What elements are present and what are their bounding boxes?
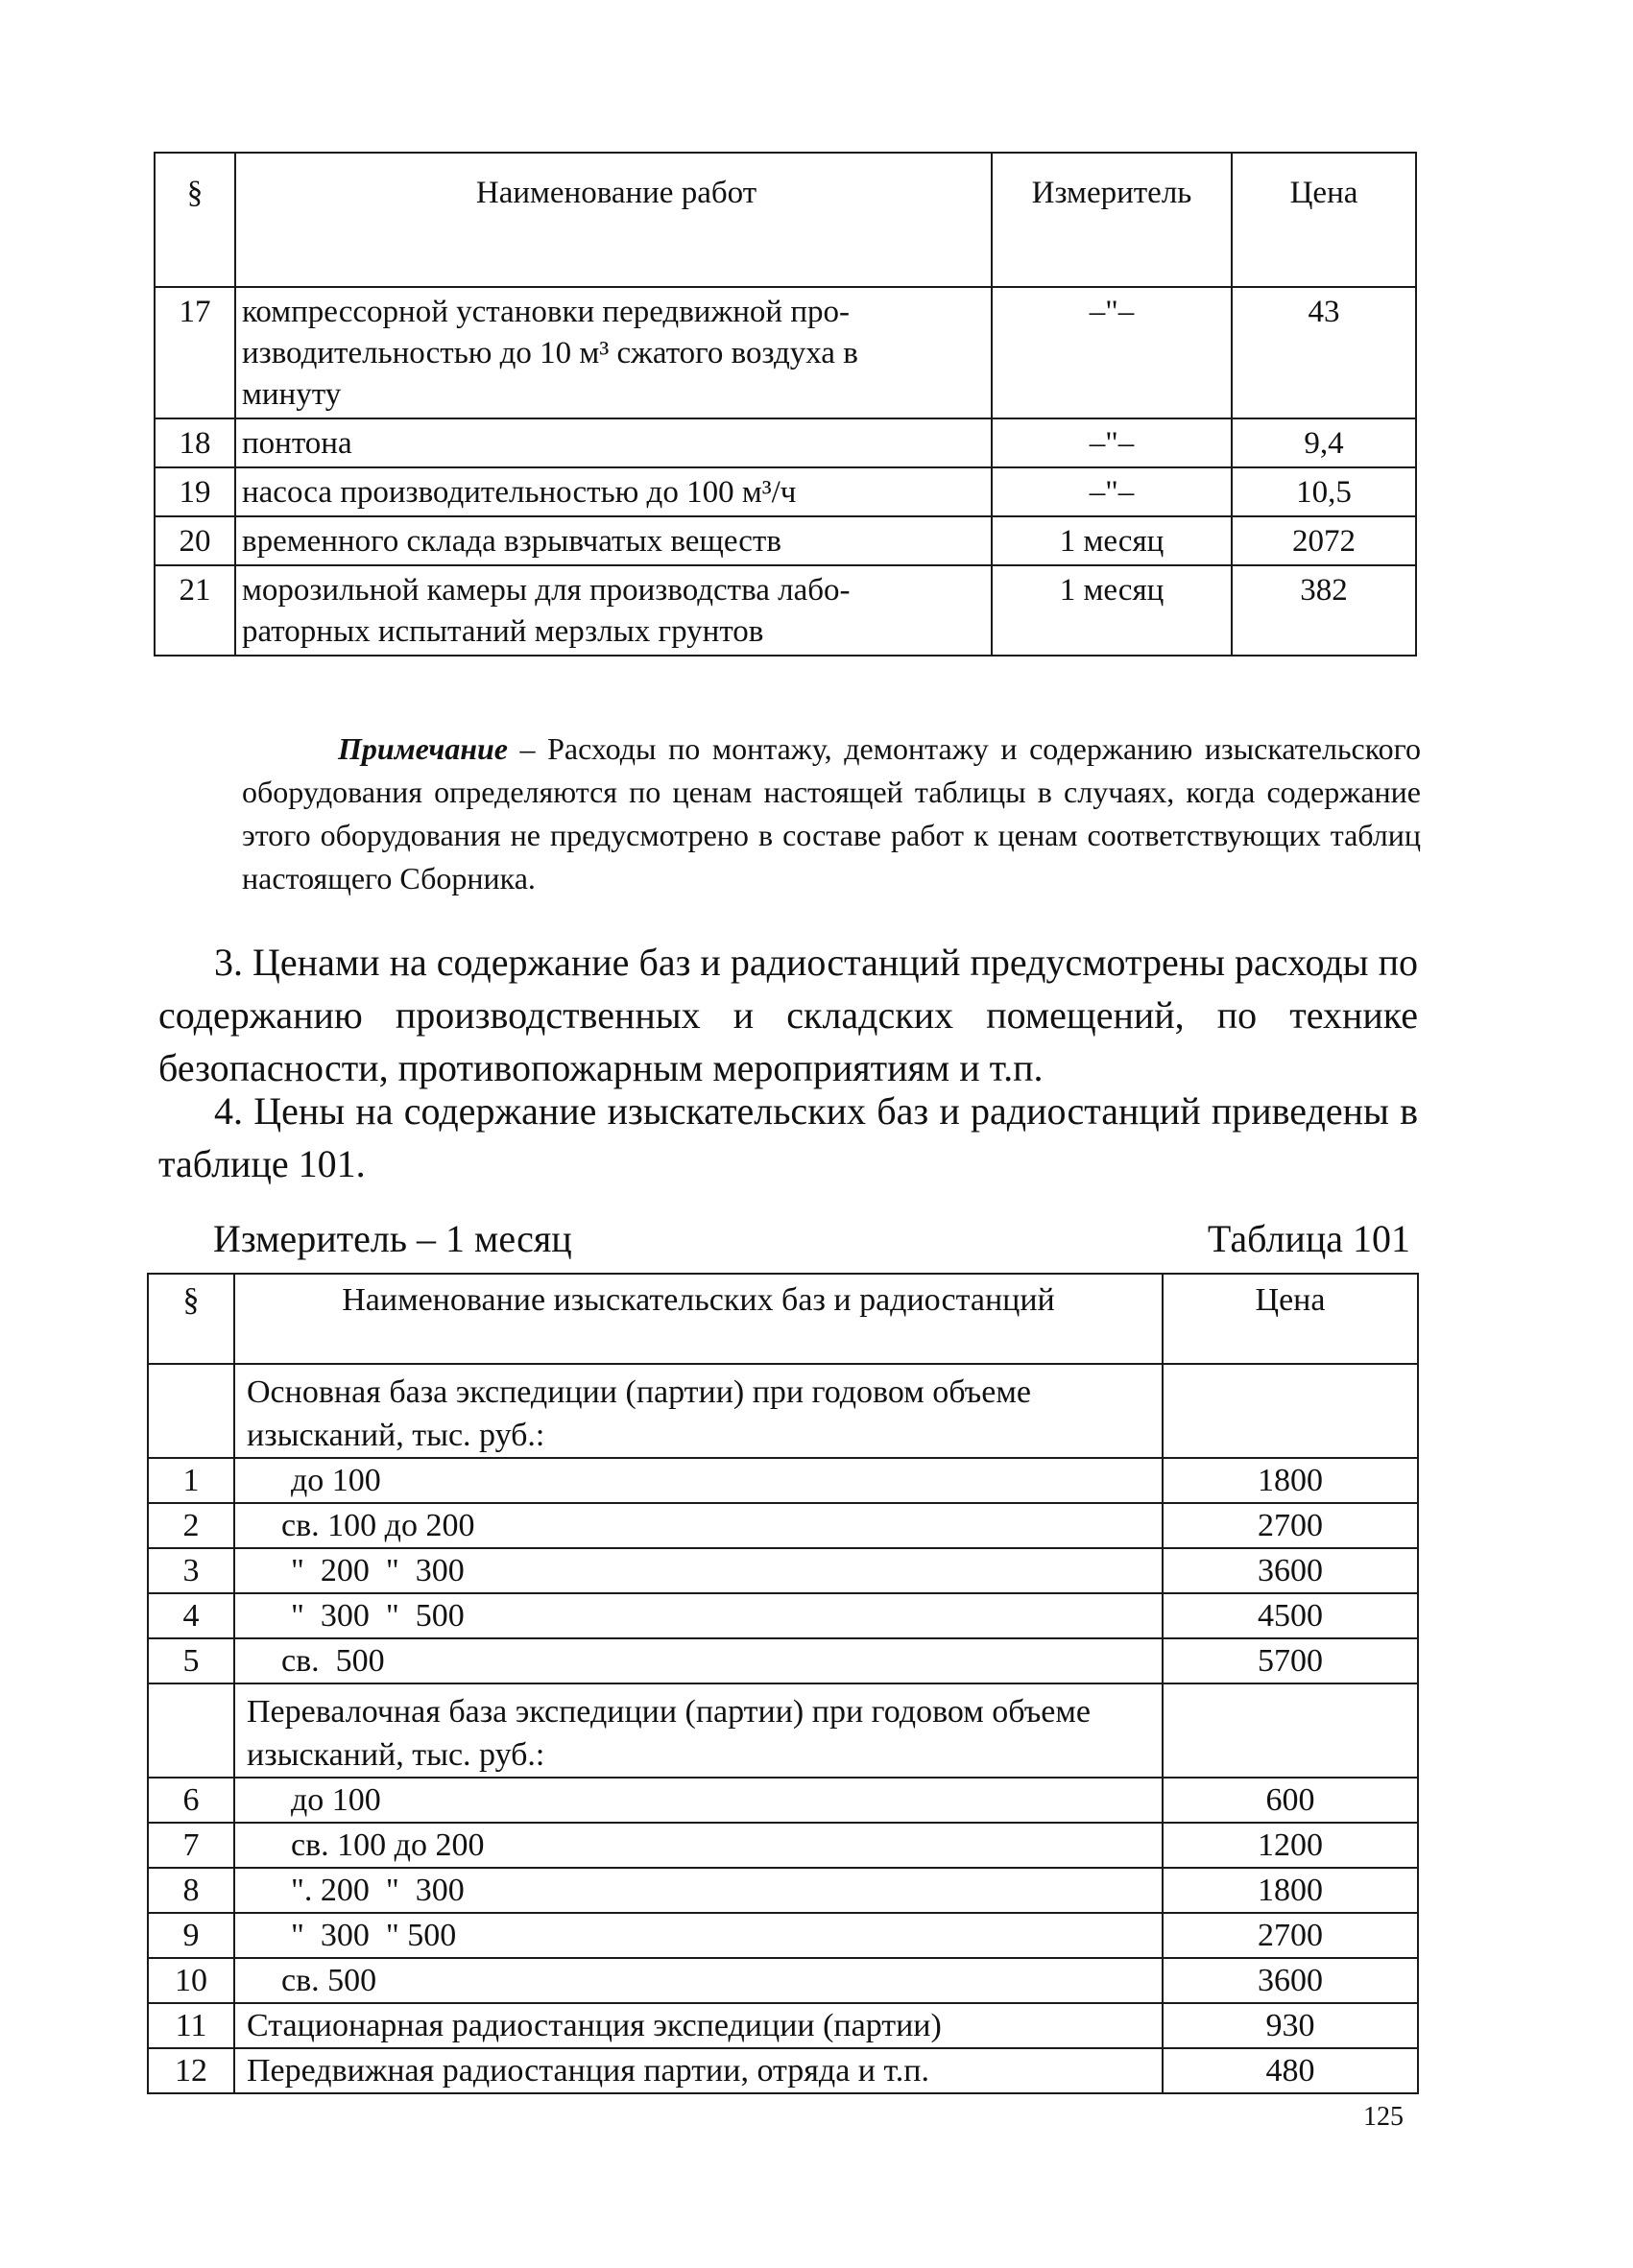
row-num: 11 [148,2003,234,2048]
table-header-row [155,153,1416,287]
table-unit-caption: Измеритель – 1 месяц [213,1217,572,1260]
table-row [148,1958,1418,2003]
row-num: 5 [148,1638,234,1683]
group-row [148,1683,1418,1778]
row-name [235,565,992,656]
row-num: 6 [148,1778,234,1823]
table-note [146,728,1421,900]
row-num: 4 [148,1593,234,1638]
row-name: св. 100 до 200 [234,1823,1163,1868]
row-name-line: компрессорной установки передвижной про- [242,295,850,329]
table-row [155,287,1416,418]
row-price: 2072 [1232,516,1416,565]
group-title: Основная база экспедиции (партии) при годовом объеме изысканий, тыс. руб.: [234,1364,1163,1458]
row-name: св. 500 [234,1638,1163,1683]
row-price: 3600 [1163,1958,1418,2003]
table-row [155,565,1416,656]
row-price: 43 [1232,287,1416,418]
row-name-line: временного склада взрывчатых веществ [242,524,781,559]
row-price: 600 [1163,1778,1418,1823]
row-name: св. 500 [234,1958,1163,2003]
header-base-name: Наименование изыскательских баз и радиостанций [234,1274,1163,1364]
header-price: Цена [1163,1274,1418,1364]
row-num: 12 [148,2048,234,2093]
header-unit: Измеритель [992,153,1232,287]
row-name: до 100 [234,1778,1163,1823]
row-num: 18 [155,418,235,467]
note-text: – Расходы по монтажу, демонтажу и содержанию изыскательского оборудования определяются по ценам настоящей таблицы в случаях, когда содержание этого оборудования не предусмотрено в составе работ к ценам соответствующих таблиц настоящего Сборника. [242,731,1421,895]
row-name-line: морозильной камеры для производства лабо- [242,573,851,608]
row-num: 17 [155,287,235,418]
row-name-line: понтона [242,426,352,461]
row-num [148,1364,234,1458]
table-row [148,1868,1418,1913]
row-price: 2700 [1163,1503,1418,1548]
page-number: 125 [1363,2102,1404,2132]
row-num: 21 [155,565,235,656]
row-price [1163,1364,1418,1458]
table-row [148,1638,1418,1683]
header-section: § [148,1274,234,1364]
row-num: 7 [148,1823,234,1868]
header-section: § [155,153,235,287]
row-price: 5700 [1163,1638,1418,1683]
row-name: " 300 " 500 [234,1593,1163,1638]
row-name: Стационарная радиостанция экспедиции (партии) [234,2003,1163,2048]
row-name-line: насоса производительностью до 100 м³/ч [242,475,797,510]
row-unit: –"– [992,418,1232,467]
row-name: до 100 [234,1458,1163,1503]
row-price: 1800 [1163,1868,1418,1913]
row-price: 2700 [1163,1913,1418,1958]
table-row [155,516,1416,565]
row-price: 1800 [1163,1458,1418,1503]
row-price: 10,5 [1232,467,1416,516]
row-name [235,467,992,516]
row-name [235,516,992,565]
table-row [148,2003,1418,2048]
table-row [148,1548,1418,1593]
header-price: Цена [1232,153,1416,287]
row-unit: –"– [992,287,1232,418]
table-row [148,1503,1418,1548]
header-work-name: Наименование работ [235,153,992,287]
table-row [148,1823,1418,1868]
row-num: 8 [148,1868,234,1913]
row-name-line: минуту [242,377,342,412]
bases-price-table [147,1273,1419,2094]
row-name: Передвижная радиостанция партии, отряда и т.п. [234,2048,1163,2093]
row-price [1163,1683,1418,1778]
row-name: " 300 " 500 [234,1913,1163,1958]
table-number-caption: Таблица 101 [1207,1217,1410,1260]
row-num: 10 [148,1958,234,2003]
table-row [148,2048,1418,2093]
works-price-table [154,152,1417,657]
table-row [148,1913,1418,1958]
table-row [148,1593,1418,1638]
row-unit: 1 месяц [992,516,1232,565]
paragraph-4: 4. Цены на содержание изыскательских баз и радиостанций приведены в таблице 101. [158,1089,1418,1185]
row-num: 1 [148,1458,234,1503]
row-price: 382 [1232,565,1416,656]
row-name-line: изводительностью до 10 м³ сжатого воздуха в [242,336,858,370]
table-row [148,1458,1418,1503]
row-num: 20 [155,516,235,565]
row-num: 3 [148,1548,234,1593]
table-row [155,467,1416,516]
paragraph-3: 3. Ценами на содержание баз и радиостанций предусмотрены расходы по содержанию производственных и складских помещений, по технике безопасности, противопожарным мероприятиям и т.п. [158,941,1418,1089]
row-num [148,1683,234,1778]
row-price: 480 [1163,2048,1418,2093]
table-row [148,1778,1418,1823]
row-name: " 200 " 300 [234,1548,1163,1593]
row-num: 9 [148,1913,234,1958]
row-unit: 1 месяц [992,565,1232,656]
row-name [235,418,992,467]
table-row [155,418,1416,467]
table-header-row [148,1274,1418,1364]
row-name: св. 100 до 200 [234,1503,1163,1548]
row-price: 9,4 [1232,418,1416,467]
row-price: 4500 [1163,1593,1418,1638]
row-name: ". 200 " 300 [234,1868,1163,1913]
row-price: 930 [1163,2003,1418,2048]
group-row [148,1364,1418,1458]
row-unit: –"– [992,467,1232,516]
row-num: 2 [148,1503,234,1548]
note-label: Примечание [338,731,508,766]
row-name [235,287,992,418]
row-price: 1200 [1163,1823,1418,1868]
row-num: 19 [155,467,235,516]
row-name-line: раторных испытаний мерзлых грунтов [242,614,764,649]
row-price: 3600 [1163,1548,1418,1593]
group-title: Перевалочная база экспедиции (партии) при годовом объеме изысканий, тыс. руб.: [234,1683,1163,1778]
